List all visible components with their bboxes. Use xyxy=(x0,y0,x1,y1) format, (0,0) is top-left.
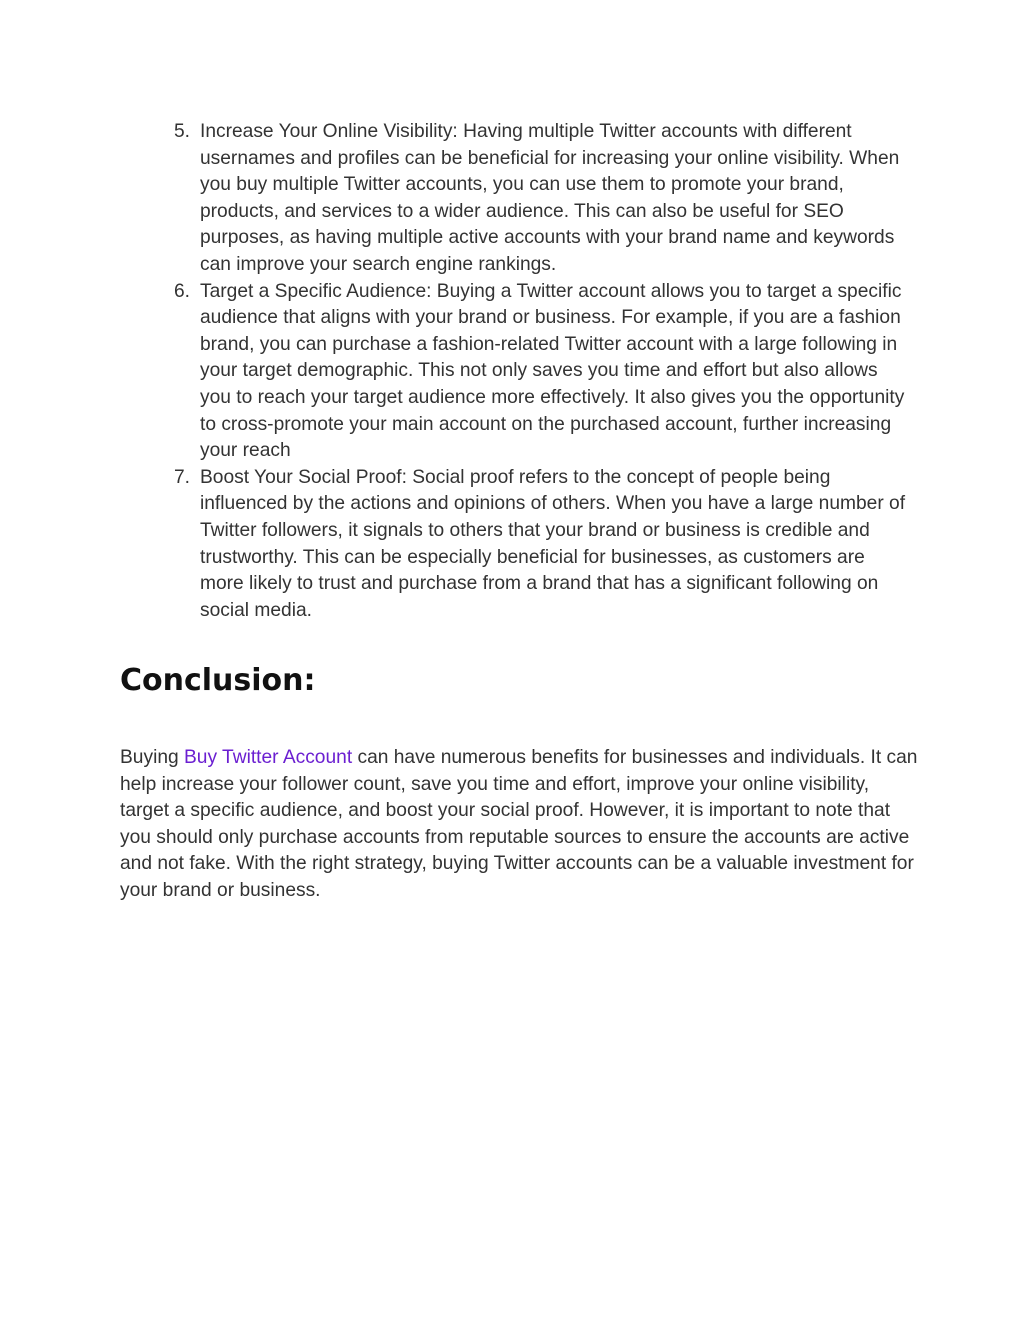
conclusion-body-text: can have numerous benefits for businesses and individuals. It can help increase your follower count, save you time and effort, improve your online visibility, target a specific audience, and boost your social proof. However, it is important to note that you should only purchase accounts from reputable sources to ensure the accounts are active and not fake. With the right strategy, buying Twitter accounts can be a valuable investment for your brand or business. xyxy=(120,747,918,901)
list-item xyxy=(120,279,910,465)
list-item-text: Target a Specific Audience: Buying a Twitter account allows you to target a specific audience that aligns with your brand or business. For example, if you are a fashion brand, you can purchase a fashion-related Twitter account with a large following in your target demographic. This not only saves you time and effort but also allows you to reach your target audience more effectively. It also gives you the opportunity to cross-promote your main account on the purchased account, further increasing your reach xyxy=(200,280,905,462)
conclusion-paragraph xyxy=(120,745,920,905)
list-item xyxy=(120,119,910,279)
list-item-number: 6. xyxy=(173,280,190,302)
conclusion-intro-text: Buying xyxy=(120,747,184,768)
list-item-number: 5. xyxy=(173,121,190,142)
list-item-number: 7. xyxy=(173,466,190,488)
list-item-text: Boost Your Social Proof: Social proof refers to the concept of people being influenced by the actions and opinions of others. When you have a large number of Twitter followers, it signals to others that your brand or business is credible and trustworthy. This can be especially beneficial for businesses, as customers are more likely to trust and purchase from a brand that has a significant following on social media. xyxy=(200,466,906,621)
list-item xyxy=(120,465,910,625)
list-item-text: Increase Your Online Visibility: Having multiple Twitter accounts with different usernames and profiles can be beneficial for increasing your online visibility. When you buy multiple Twitter accounts, you can use them to promote your brand, products, and services to a wider audience. This can also be useful for SEO purposes, as having multiple active accounts with your brand name and keywords can improve your search engine rankings. xyxy=(200,121,900,275)
benefits-list xyxy=(120,119,910,624)
buy-twitter-account-link[interactable]: Buy Twitter Account xyxy=(184,747,353,768)
conclusion-heading: Conclusion: xyxy=(120,663,316,698)
